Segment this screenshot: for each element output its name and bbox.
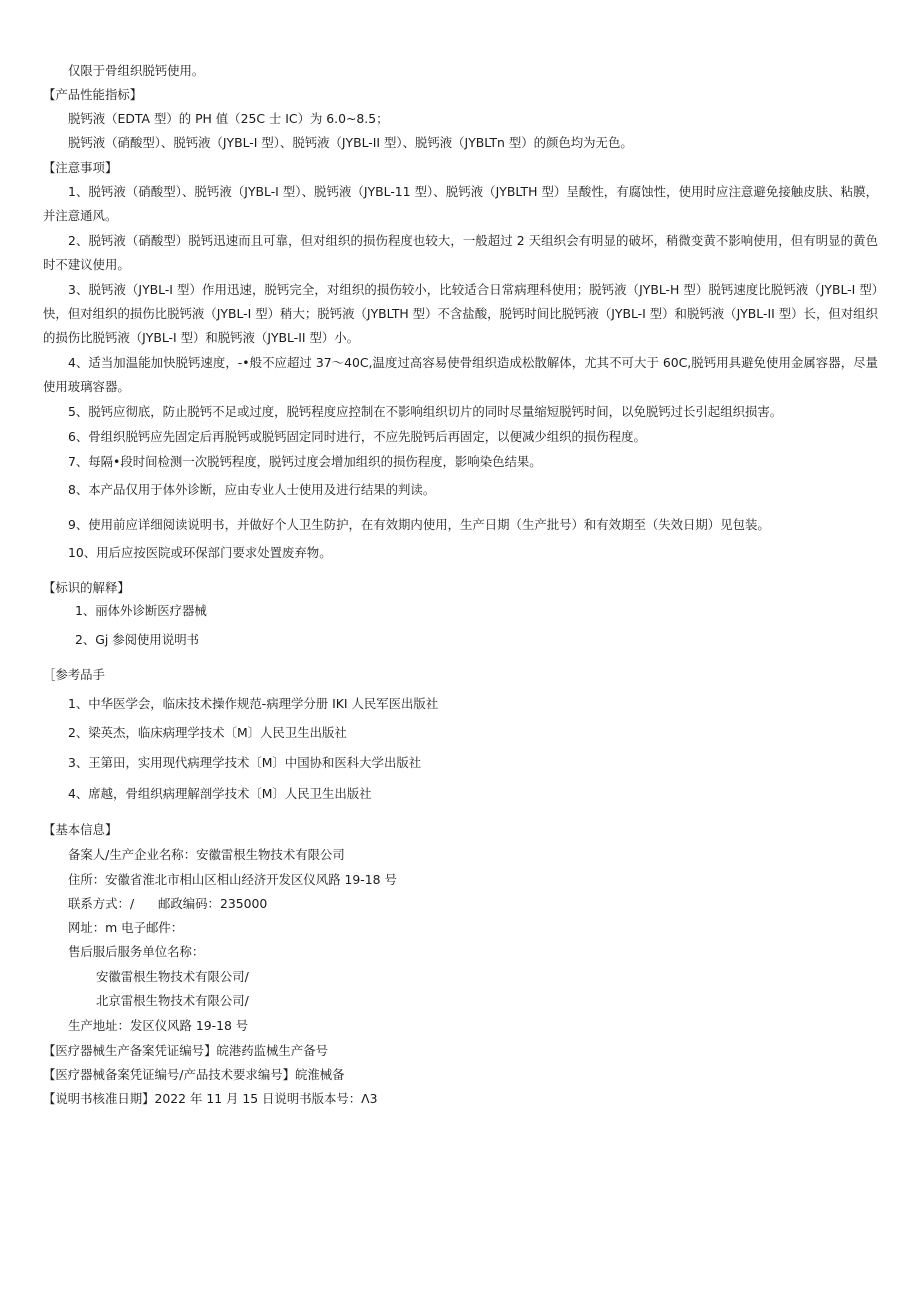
postal-code-line: 邮政编码：235000: [158, 896, 268, 911]
precaution-item: 3、脱钙液（JYBL-I 型）作用迅速，脱钙完全，对组织的损伤较小，比较适合日常病理科使用；脱钙液（JYBL-H 型）脱钙速度比脱钙液（JYBL-I 型）快，但对组织的损伤比脱钙液（JYBL-I 型）稍大；脱钙液（JYBLTH 型）不含盐酸，脱钙时间比脱钙液（JYBL-I 型）和脱钙液（JYBL-II 型）长，但对组织的损伤比脱钙液（JYBL-I 型）和脱钙液（JYBL-II 型）小。: [43, 282, 878, 345]
service-unit: 北京雷根生物技术有限公司/: [96, 993, 249, 1008]
performance-ph-line: 脱钙液（EDTA 型）的 PH 值（25C 士 IC）为 6.0~8.5；: [68, 111, 389, 126]
reference-item: 4、席越，骨组织病理解剖学技术〔M〕人民卫生出版社: [68, 786, 372, 801]
precaution-item: 2、脱钙液（硝酸型）脱钙迅速而且可靠，但对组织的损伤程度也较大，一般超过 2 天组织会有明显的破坏，稍微变黄不影响使用，但有明显的黄色时不建议使用。: [43, 233, 878, 272]
performance-heading: 【产品性能指标】: [43, 87, 143, 102]
usage-note: 仅限于骨组织脱钙使用。: [68, 63, 205, 78]
production-address-line: 生产地址：发区仪风路 19-18 号: [68, 1018, 249, 1033]
references-heading: ［参考品手: [43, 667, 105, 682]
approval-date-version: 【说明书核准日期】2022 年 11 月 15 日说明书版本号：Λ3: [43, 1091, 378, 1106]
performance-color-line: 脱钙液（硝酸型）、脱钙液（JYBL-I 型）、脱钙液（JYBL-II 型）、脱钙液（JYBLTn 型）的颜色均为无色。: [68, 135, 633, 150]
reference-item: 1、中华医学会，临床技术操作规范-病理学分册 IKI 人民军医出版社: [68, 696, 439, 711]
address-line: 住所：安徽省淮北市相山区相山经济开发区仪风路 19-18 号: [68, 872, 397, 887]
precaution-item: 7、每隔•段时间检测一次脱钙程度，脱钙过度会增加组织的损伤程度，影响染色结果。: [68, 454, 542, 469]
precaution-item: 8、本产品仅用于体外诊断，应由专业人士使用及进行结果的判读。: [68, 482, 436, 497]
precaution-item: 5、脱钙应彻底，防止脱钙不足或过度，脱钙程度应控制在不影响组织切片的同时尽量缩短脱钙时间，以免脱钙过长引起组织损害。: [68, 404, 783, 419]
precaution-item: 10、用后应按医院或环保部门要求处置废弃物。: [68, 545, 332, 560]
basic-info-heading: 【基本信息】: [43, 822, 118, 837]
reference-item: 2、梁英杰，临床病理学技术〔M〕人民卫生出版社: [68, 725, 347, 740]
symbol-item: 1、丽体外诊断医疗器械: [75, 603, 207, 618]
record-number: 【医疗器械备案凭证编号/产品技术要求编号】皖淮械备: [43, 1067, 345, 1082]
precaution-item: 4、适当加温能加快脱钙速度，-•般不应超过 37～40C,温度过高容易使骨组织造成松散解体，尤其不可大于 60C,脱钙用具避免使用金属容器，尽量使用玻璃容器。: [43, 355, 878, 394]
contact-line: 联系方式：/: [68, 896, 135, 911]
production-filing-number: 【医疗器械生产备案凭证编号】皖港药监械生产备号: [43, 1043, 328, 1058]
service-unit-label: 售后服后服务单位名称：: [68, 944, 205, 959]
reference-item: 3、王第田，实用现代病理学技术〔M〕中国协和医科大学出版社: [68, 755, 422, 770]
symbol-item: 2、Gj 参阅使用说明书: [75, 632, 199, 647]
registrant-line: 备案人/生产企业名称：安徽雷根生物技术有限公司: [68, 847, 345, 862]
precaution-item: 1、脱钙液（硝酸型）、脱钙液（JYBL-I 型）、脱钙液（JYBL-11 型）、脱钙液（JYBLTH 型）呈酸性，有腐蚀性，使用时应注意避免接触皮肤、粘膜，并注意通风。: [43, 184, 878, 223]
precaution-item: 9、使用前应详细阅读说明书，并做好个人卫生防护，在有效期内使用，生产日期（生产批号）和有效期至（失效日期）见包装。: [68, 517, 770, 532]
service-unit: 安徽雷根生物技术有限公司/: [96, 969, 249, 984]
web-email-line: 网址：m 电子邮件：: [68, 920, 184, 935]
precautions-heading: 【注意事项】: [43, 160, 118, 175]
symbols-heading: 【标识的解释】: [43, 580, 130, 595]
precaution-item: 6、骨组织脱钙应先固定后再脱钙或脱钙固定同时进行，不应先脱钙后再固定，以便减少组织的损伤程度。: [68, 429, 646, 444]
